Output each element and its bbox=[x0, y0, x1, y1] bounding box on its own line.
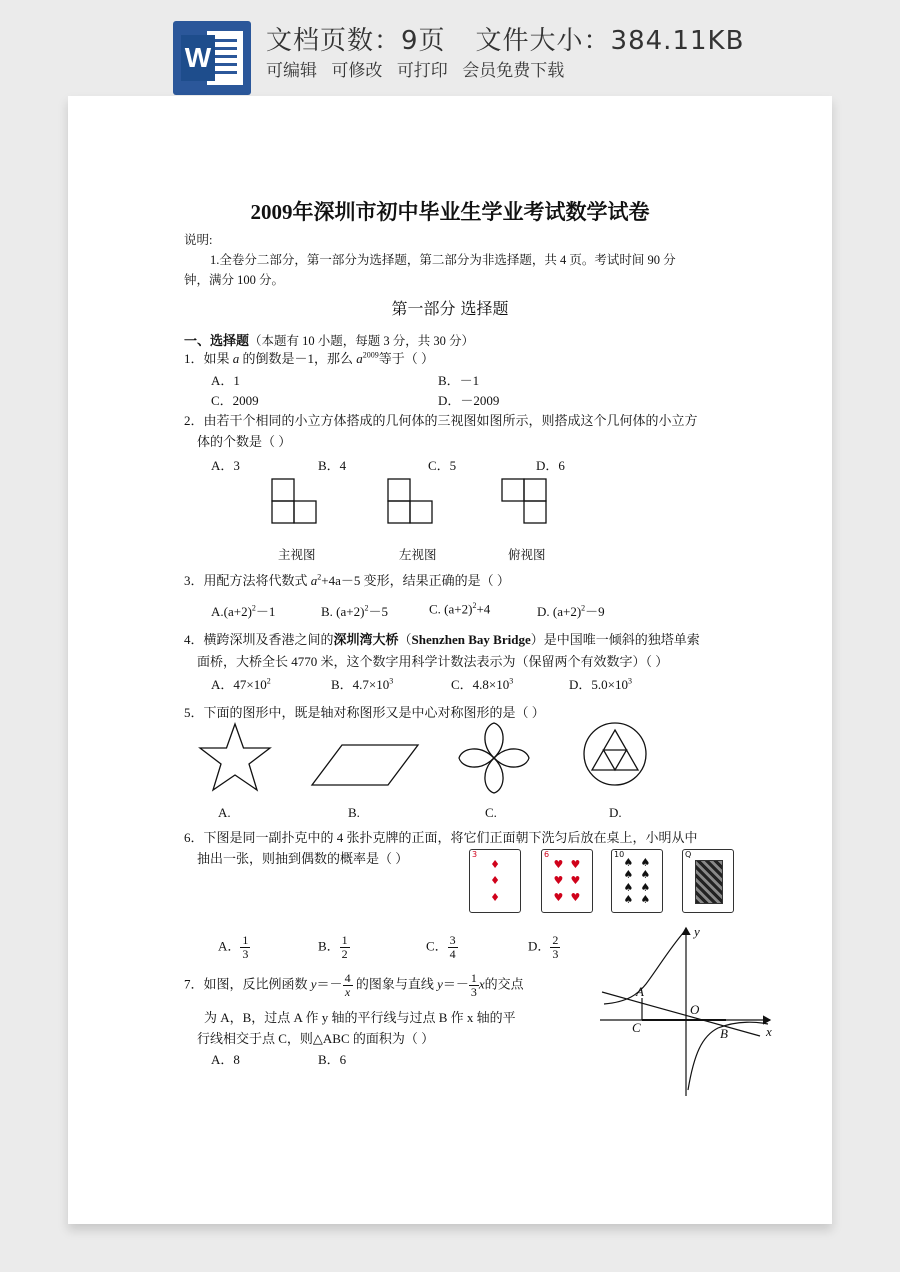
card-suit-pips bbox=[550, 856, 584, 906]
question-7-line-1: 7．如图，反比例函数 y＝－ $\frac{4}{x}$ 的图象与直线 y＝－ $\frac{1}{3}$ x的交点 bbox=[184, 971, 524, 999]
q1-option-d: D．－2009 bbox=[438, 393, 500, 408]
q4-option-b: B．$4.7\times 10^3$ bbox=[331, 676, 394, 692]
page-title: 2009年深圳市初中毕业生学业考试数学试卷 bbox=[250, 200, 650, 224]
q4-option-c: C．$4.8\times 10^3$ bbox=[451, 676, 514, 692]
suit-pip-icon: ♠ bbox=[640, 868, 651, 882]
front-view-label: 主视图 bbox=[278, 547, 316, 562]
q6-option-d: D． $\frac{2}{3}$ bbox=[528, 933, 559, 961]
suit-pip-icon: ♦ bbox=[490, 891, 500, 905]
q7-option-b: B．6 bbox=[318, 1052, 347, 1067]
question-2-line-2: 体的个数是（ ） bbox=[197, 434, 292, 449]
q2-option-a: A．3 bbox=[211, 458, 240, 473]
card-suit-pips bbox=[620, 856, 654, 906]
file-size: 文件大小：384.11KB bbox=[475, 26, 745, 56]
playing-card-Q bbox=[682, 849, 734, 913]
hyperbola-right-branch bbox=[688, 1022, 768, 1090]
q5-label-c: C. bbox=[485, 805, 497, 820]
suit-pip-icon: ♠ bbox=[623, 880, 634, 894]
suit-pip-icon: ♥ bbox=[570, 874, 581, 888]
side-view-label: 左视图 bbox=[399, 547, 437, 562]
suit-pip-icon: ♠ bbox=[640, 855, 651, 869]
star-shape bbox=[198, 722, 273, 794]
inverse-function-graph bbox=[598, 924, 778, 1100]
question-5: 5．下面的图形中，既是轴对称图形又是中心对称图形的是（ ） bbox=[184, 705, 545, 720]
page-count: 文档页数：9页 bbox=[266, 26, 446, 56]
suit-pip-icon: ♥ bbox=[553, 857, 564, 871]
suit-pip-icon: ♠ bbox=[623, 893, 634, 907]
note-line-2: 钟，满分 100 分。 bbox=[184, 273, 285, 287]
question-7-line-3: 行线相交于点 C，则△ABC 的面积为（ ） bbox=[197, 1031, 435, 1046]
question-1: 1．如果 a 的倒数是－1，那么 $a^{2009}$等于（ ） bbox=[184, 350, 435, 366]
suit-pip-icon: ♠ bbox=[623, 855, 634, 869]
top-view-label: 俯视图 bbox=[508, 547, 546, 562]
suit-pip-icon: ♠ bbox=[640, 880, 651, 894]
question-4-line-2: 面桥，大桥全长 4770 米，这个数字用科学计数法表示为（保留两个有效数字）（ ） bbox=[197, 654, 669, 669]
word-document-icon: W bbox=[173, 21, 251, 95]
q6-option-c: C． $\frac{3}{4}$ bbox=[426, 933, 456, 961]
hyperbola-left-branch bbox=[604, 932, 684, 1004]
card-suit-pips bbox=[478, 856, 512, 906]
label-a: A bbox=[636, 984, 644, 999]
q2-option-c: C．5 bbox=[428, 458, 457, 473]
q5-label-a: A. bbox=[218, 805, 231, 820]
label-c: C bbox=[632, 1020, 641, 1035]
card-rank: Q bbox=[685, 850, 692, 859]
q4-option-d: D．$5.0\times 10^3$ bbox=[569, 676, 632, 692]
line-y-neg-third-x bbox=[602, 992, 760, 1036]
suit-pip-icon: ♠ bbox=[623, 868, 634, 882]
front-view-diagram bbox=[271, 478, 319, 526]
q6-option-a: A． $\frac{1}{3}$ bbox=[218, 933, 249, 961]
label-x: x bbox=[766, 1024, 772, 1039]
question-6-line-2: 抽出一张，则抽到偶数的概率是（ ） bbox=[197, 851, 409, 866]
suit-pip-icon: ♠ bbox=[640, 893, 651, 907]
feature-modifiable: 可修改 bbox=[331, 61, 383, 81]
question-4-line-1: 4．横跨深圳及香港之间的深圳湾大桥（Shenzhen Bay Bridge）是中国唯一倾斜的独塔单索 bbox=[184, 632, 700, 648]
q2-option-b: B．4 bbox=[318, 458, 347, 473]
question-6-line-1: 6．下图是同一副扑克中的 4 张扑克牌的正面，将它们正面朝下洗匀后放在桌上，小明从中 bbox=[184, 830, 698, 845]
q5-label-d: D. bbox=[609, 805, 622, 820]
four-petal-shape bbox=[458, 722, 530, 794]
q1-option-c: C．2009 bbox=[211, 393, 259, 408]
question-2-line-1: 2．由若干个相同的小立方体搭成的几何体的三视图如图所示，则搭成这个几何体的小立方 bbox=[184, 413, 698, 428]
label-b: B bbox=[720, 1026, 728, 1041]
q1-option-b: B．－1 bbox=[438, 373, 480, 388]
q4-option-a: A．$47\times 10^2$ bbox=[211, 676, 271, 692]
feature-printable: 可打印 bbox=[396, 61, 448, 81]
card-rank: 10 bbox=[614, 850, 625, 859]
q1-option-a: A．1 bbox=[211, 373, 240, 388]
card-rank: 3 bbox=[472, 850, 478, 859]
card-rank: 6 bbox=[544, 850, 550, 859]
playing-card-10 bbox=[611, 849, 663, 913]
suit-pip-icon: ♥ bbox=[570, 857, 581, 871]
side-view-diagram bbox=[387, 478, 435, 526]
suit-pip-icon: ♥ bbox=[553, 874, 564, 888]
question-7-line-2: 为 A，B，过点 A 作 y 轴的平行线与过点 B 作 x 轴的平 bbox=[204, 1010, 516, 1025]
q2-option-d: D．6 bbox=[536, 458, 565, 473]
part-heading: 一、选择题（本题有 10 小题，每题 3 分，共 30 分） bbox=[184, 334, 475, 349]
queen-face-icon bbox=[695, 860, 723, 904]
section-title: 第一部分 选择题 bbox=[391, 299, 509, 318]
suit-pip-icon: ♦ bbox=[490, 857, 500, 871]
playing-card-3 bbox=[469, 849, 521, 913]
q6-option-b: B． $\frac{1}{2}$ bbox=[318, 933, 348, 961]
q3-option-c: C. $(a+2)^2+4$ bbox=[429, 601, 491, 617]
card-suit-pips bbox=[691, 856, 725, 906]
feature-list bbox=[266, 56, 573, 81]
document-info-header bbox=[0, 0, 900, 96]
top-view-diagram bbox=[501, 478, 549, 526]
suit-pip-icon: ♥ bbox=[553, 891, 564, 905]
note-line-1: 1.全卷分二部分，第一部分为选择题，第二部分为非选择题，共 4 页。考试时间 90 分 bbox=[210, 253, 676, 267]
q3-option-b: B. $(a+2)^2-5$ bbox=[321, 603, 388, 619]
q3-option-a: $A.(a+2)^2-1$ bbox=[211, 603, 276, 619]
q7-option-a: A．8 bbox=[211, 1052, 240, 1067]
parallelogram-shape bbox=[310, 743, 420, 789]
feature-member-download[interactable]: 会员免费下载 bbox=[462, 61, 565, 81]
file-stats bbox=[266, 20, 744, 57]
note-label: 说明: bbox=[184, 233, 213, 247]
question-3: 3．用配方法将代数式 $a^2+4a-5$ 变形，结果正确的是（ ） bbox=[184, 572, 510, 588]
circle-triangle-shape bbox=[582, 721, 648, 787]
q3-option-d: D. $(a+2)^2-9$ bbox=[537, 603, 605, 619]
suit-pip-icon: ♦ bbox=[490, 874, 500, 888]
exam-page bbox=[68, 96, 832, 1224]
label-o: O bbox=[690, 1002, 700, 1017]
suit-pip-icon: ♥ bbox=[570, 891, 581, 905]
q5-label-b: B. bbox=[348, 805, 360, 820]
playing-card-6 bbox=[541, 849, 593, 913]
feature-editable: 可编辑 bbox=[266, 61, 317, 81]
label-y: y bbox=[694, 924, 700, 939]
